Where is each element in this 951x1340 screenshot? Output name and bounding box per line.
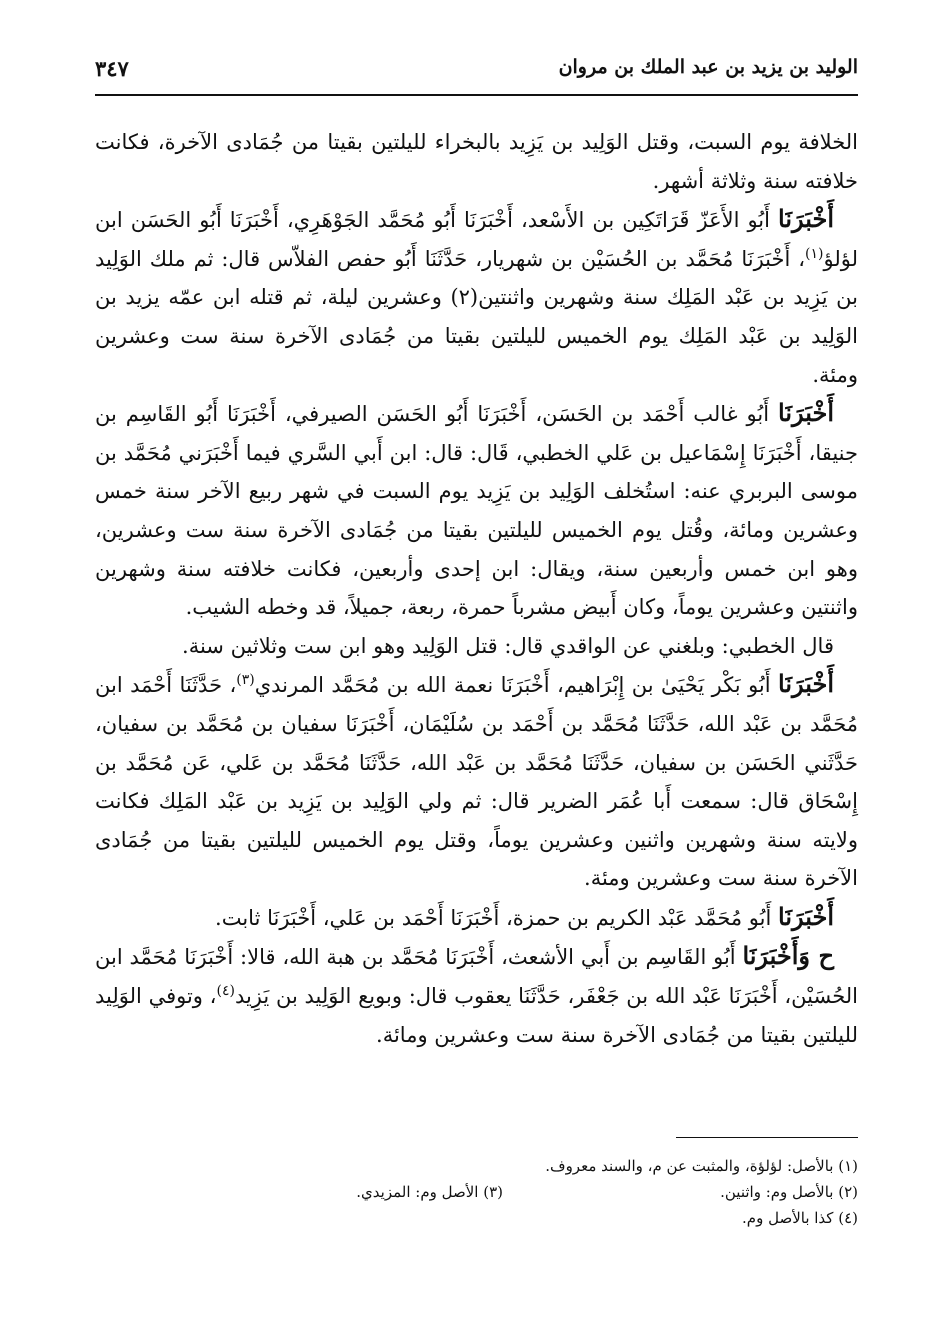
paragraph-text: أَبُو بَكْر يَحْيَىٰ بن إِبْرَاهيم، أَخْبَرَنَا نعمة الله بن مُحَمَّد المرندي: [254, 673, 779, 698]
paragraph-text: أَبُو مُحَمَّد عَبْد الكريم بن حمزة، أَخْبَرَنَا أَحْمَد بن عَلي، أَخْبَرَنَا ثابت.: [215, 905, 779, 930]
paragraph-lead: أَخْبَرَنَا: [778, 204, 834, 234]
footnotes: [95, 1153, 858, 1231]
paragraph-3: [95, 394, 858, 627]
paragraph-1: [95, 123, 858, 200]
footnote-marker: (١): [805, 245, 824, 262]
footnote-marker: (٣): [236, 672, 255, 689]
paragraph-text-cont: ، حَدَّثَنَا أَحْمَد ابن مُحَمَّد بن عَبْد الله، حَدَّثَنَا مُحَمَّد بن أَحْمَد بن سُلَيْمَان، أَخْبَرَنَا سفيان بن مُحَمَّد بن سفيان، حَدَّثَني الحَسَن بن سفيان، حَدَّثَنَا مُحَمَّد بن عَبْد الله، حَدَّثَنَا مُحَمَّد بن عَلي، عَن مُحَمَّد بن إِسْحَاق قال: سمعت أَبا عُمَر الضرير قال: ثم ولي الوَلِيد بن يَزِيد بن عَبْد المَلِك فكانت ولايته سنة وشهرين واثنين وعشرين يوماً، وقتل يوم الخميس لليلتين بقيتا من جُمَادى الآخرة سنة ست وعشرين ومئة.: [95, 673, 858, 891]
page-number: ٣٤٧: [95, 56, 129, 81]
paragraph-text: أَبُو القَاسِم بن أَبي الأشعث، أَخْبَرَنَا مُحَمَّد بن هبة الله، قالا: أَخْبَرَنَا مُحَمَّد ابن الحُسَيْن، أَخْبَرَنَا عَبْد الله بن جَعْفَر، حَدَّثَنَا يعقوب قال: وبويع الوَلِيد بن يَزِيد: [95, 945, 858, 1009]
footnote-4: (٤) كذا بالأصل وم.: [742, 1209, 858, 1227]
footnote-1: (١) بالأصل: لؤلؤة، والمثبت عن م، والسند معروف.: [545, 1157, 858, 1175]
footnote-row: [95, 1153, 858, 1179]
footnote-marker: (٤): [216, 983, 235, 1000]
footnote-row: [95, 1179, 858, 1205]
paragraph-text: أَبُو غالب أَحْمَد بن الحَسَن، أَخْبَرَنَا أَبُو الحَسَن الصيرفي، أَخْبَرَنَا أَبُو القَاسِم بن جنيقا، أَخْبَرَنَا إِسْمَاعيل بن عَلي الخطبي، قَال: قال: ابن أَبي السَّري فيما أَخْبَرَني مُحَمَّد بن موسى البربري عنه: استُخلف الوَلِيد بن يَزِيد يوم السبت في شهر ربيع الآخر سنة خمس وعشرين ومائة، وقُتل يوم الخميس لليلتين بقيتا من جُمَادى الآخرة سنة ست وعشرين، وهو ابن خمس وأربعين سنة، ويقال: ابن إحدى وأربعين، فكانت خلافته سنة وشهرين واثنتين وعشرين يوماً، وكان أَبيض مشرباً حمرة، ربعة، جميلاً، قد وخطه الشيب.: [95, 402, 858, 620]
running-title: الوليد بن يزيد بن عبد الملك بن مروان: [558, 56, 858, 78]
paragraph-7: [95, 937, 858, 1054]
paragraph-text: أَبُو الأَعَزّ قَرَاتَكِين بن الأَسْعد، أَخْبَرَنَا أَبُو مُحَمَّد الجَوْهَرِي، أَخْبَرَنَا أَبُو الحَسَن ابن لؤلؤ: [95, 208, 858, 271]
main-text: [95, 123, 858, 1054]
paragraph-lead: أَخْبَرَنَا: [778, 669, 834, 699]
paragraph-lead: أَخْبَرَنَا: [778, 901, 834, 931]
paragraph-lead: ح وَأَخْبَرَنَا: [742, 941, 834, 971]
paragraph-text: قال الخطبي: وبلغني عن الواقدي قال: قتل الوَلِيد وهو ابن ست وثلاثين سنة.: [182, 633, 834, 658]
footnote-separator: [676, 1137, 858, 1138]
paragraph-lead: أَخْبَرَنَا: [778, 398, 834, 428]
paragraph-text-cont: ، أَخْبَرَنَا مُحَمَّد بن الحُسَيْن بن شهريار، حَدَّثَنَا أَبُو حفص الفلاّس قال: ثم ملك الوَلِيد بن يَزِيد بن عَبْد المَلِك سنة وشهرين واثنتين(٢) وعشرين ليلة، ثم قتله ابن عمّه يزيد بن الوَلِيد بن عَبْد المَلِك يوم الخميس لليلتين بقيتا من جُمَادى الآخرة سنة ست وعشرين ومئة.: [95, 246, 858, 387]
paragraph-4: [95, 627, 858, 666]
paragraph-2: [95, 200, 858, 394]
footnote-2: (٢) بالأصل وم: واثنين.: [720, 1183, 858, 1201]
paragraph-6: [95, 898, 858, 938]
footnote-3: (٣) الأصل وم: المزيدي.: [356, 1183, 503, 1201]
page-header: [95, 48, 858, 96]
paragraph-5: [95, 665, 858, 898]
paragraph-text: الخلافة يوم السبت، وقتل الوَلِيد بن يَزِيد بالبخراء لليلتين بقيتا من جُمَادى الآخرة، فكانت خلافته سنة وثلاثة أشهر.: [95, 130, 858, 193]
footnote-row: [95, 1205, 858, 1231]
paragraph-text-cont: ، وتوفي الوَلِيد لليلتين بقيتا من جُمَادى الآخرة سنة ست وعشرين ومائة.: [95, 984, 858, 1047]
